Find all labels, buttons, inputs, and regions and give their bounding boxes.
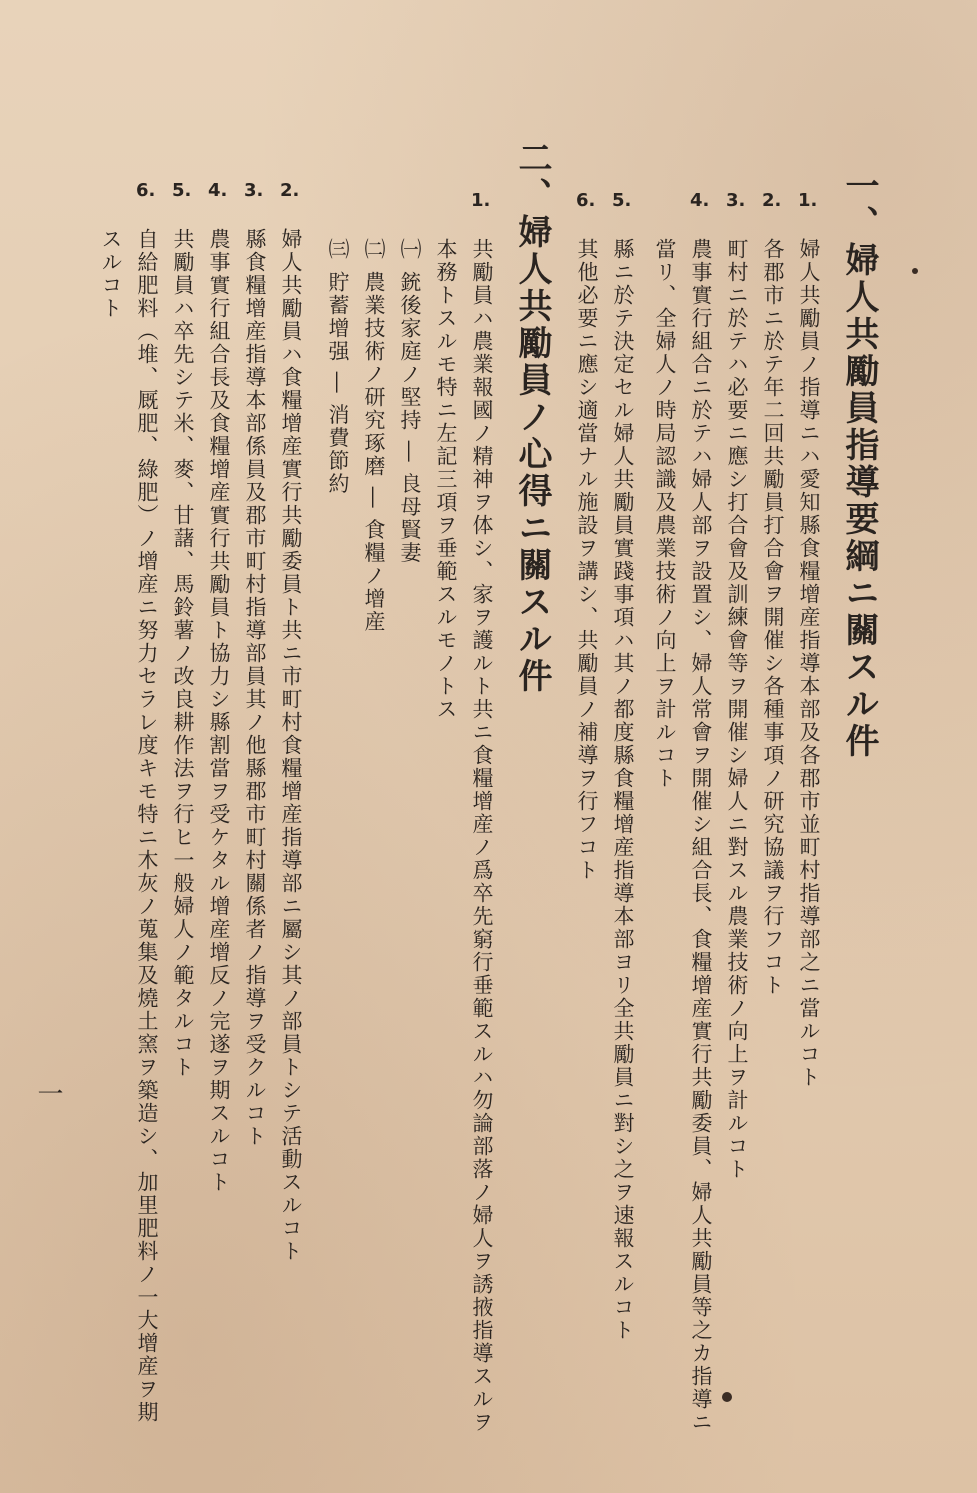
section-1-item-5-text: 縣ニ於テ決定セル婦人共勵員實踐事項ハ其ノ都度縣食糧增産指導本部ヨリ全共勵員ニ對シ之ヲ速報スルコト: [611, 238, 635, 1342]
section-2-sub-2: [359, 238, 389, 633]
section-1-item-3-text: 町村ニ於テハ必要ニ應シ打合會及訓練會等ヲ開催シ婦人ニ對スル農業技術ノ向上ヲ計ルコト: [725, 238, 749, 1181]
ink-speck: [722, 1392, 732, 1402]
section-2-sub-1-text: 銃後家庭ノ堅持 ― 良母賢妻: [398, 271, 422, 565]
section-2-item-4-text: 農事實行組合長及食糧增産實行共勵員ト協力シ縣割當ヲ受ケタル增産增反ノ完遂ヲ期スルコト: [207, 228, 231, 1194]
section-2-item-2-number: 2.: [280, 180, 300, 201]
section-2-item-6-text: 自給肥料（堆、厩肥、綠肥）ノ增産ニ努力セラレ度キモ特ニ木灰ノ蒐集及燒土窯ヲ築造シ、加里肥料ノ一大增産ヲ期: [135, 228, 159, 1424]
section-2-sub-2-mark: ㈡: [362, 238, 386, 261]
section-2-sub-1-mark: ㈠: [398, 238, 422, 261]
section-2-item-6-continuation: スルコト: [99, 228, 123, 320]
section-1-item-5-number: 5.: [612, 190, 632, 211]
section-2-item-1-continuation: 本務トスルモ特ニ左記三項ヲ垂範スルモノトス: [434, 238, 458, 721]
section-1-item-1-text: 婦人共勵員ノ指導ニハ愛知縣食糧增産指導本部及各郡市並町村指導部之ニ當ルコト: [797, 238, 821, 1089]
section-2-item-1-number: 1.: [471, 190, 491, 211]
section-2-item-5-number: 5.: [172, 180, 192, 201]
section-2-item-3-number: 3.: [244, 180, 264, 201]
section-2-item-5-text: 共勵員ハ卒先シテ米、麥、甘藷、馬鈴薯ノ改良耕作法ヲ行ヒ一般婦人ノ範タルコト: [171, 228, 195, 1079]
section-1-item-4-continuation: 當リ、全婦人ノ時局認識及農業技術ノ向上ヲ計ルコト: [653, 238, 677, 790]
page-number: 一: [33, 1080, 63, 1108]
section-2-item-6-number: 6.: [136, 180, 156, 201]
section-2-sub-3-mark: ㈢: [326, 238, 350, 261]
section-2-item-3-text: 縣食糧增産指導本部係員及郡市町村指導部員其ノ他縣郡市町村關係者ノ指導ヲ受クルコト: [243, 228, 267, 1148]
section-1-item-6-number: 6.: [576, 190, 596, 211]
section-1-item-4-number: 4.: [690, 190, 710, 211]
section-2-sub-1: [395, 238, 425, 564]
section-2-sub-3-text: 貯蓄增强 ― 消費節約: [326, 271, 350, 496]
section-1-item-4-text: 農事實行組合ニ於テハ婦人部ヲ設置シ、婦人常會ヲ開催シ組合長、食糧增産實行共勵委員、婦人共勵員等之カ指導ニ: [689, 238, 713, 1434]
ink-speck: [912, 268, 918, 274]
section-1-item-2-text: 各郡市ニ於テ年二回共勵員打合會ヲ開催シ各種事項ノ研究協議ヲ行フコト: [761, 238, 785, 997]
section-2-item-2-text: 婦人共勵員ハ食糧增産實行共勵委員ト共ニ市町村食糧增産指導部ニ屬シ其ノ部員トシテ活動スルコト: [279, 228, 303, 1263]
section-2-item-1-text: 共勵員ハ農業報國ノ精神ヲ体シ、家ヲ護ルト共ニ食糧增産ノ爲卒先窮行垂範スルハ勿論部落ノ婦人ヲ誘掖指導スルヲ: [470, 238, 494, 1434]
section-2-sub-3: [323, 238, 353, 495]
section-1-item-1-number: 1.: [798, 190, 818, 211]
section-2-sub-2-text: 農業技術ノ研究琢磨 ― 食糧ノ增産: [362, 271, 386, 634]
section-2-title: 二、婦人共勵員ノ心得ニ關スル件: [512, 140, 552, 695]
section-1-item-2-number: 2.: [762, 190, 782, 211]
section-1-item-6-text: 其他必要ニ應シ適當ナル施設ヲ講シ、共勵員ノ補導ヲ行フコト: [575, 238, 599, 882]
section-1-title: 一、婦人共勵員指導要綱ニ關スル件: [839, 168, 879, 760]
section-1-item-3-number: 3.: [726, 190, 746, 211]
section-2-item-4-number: 4.: [208, 180, 228, 201]
